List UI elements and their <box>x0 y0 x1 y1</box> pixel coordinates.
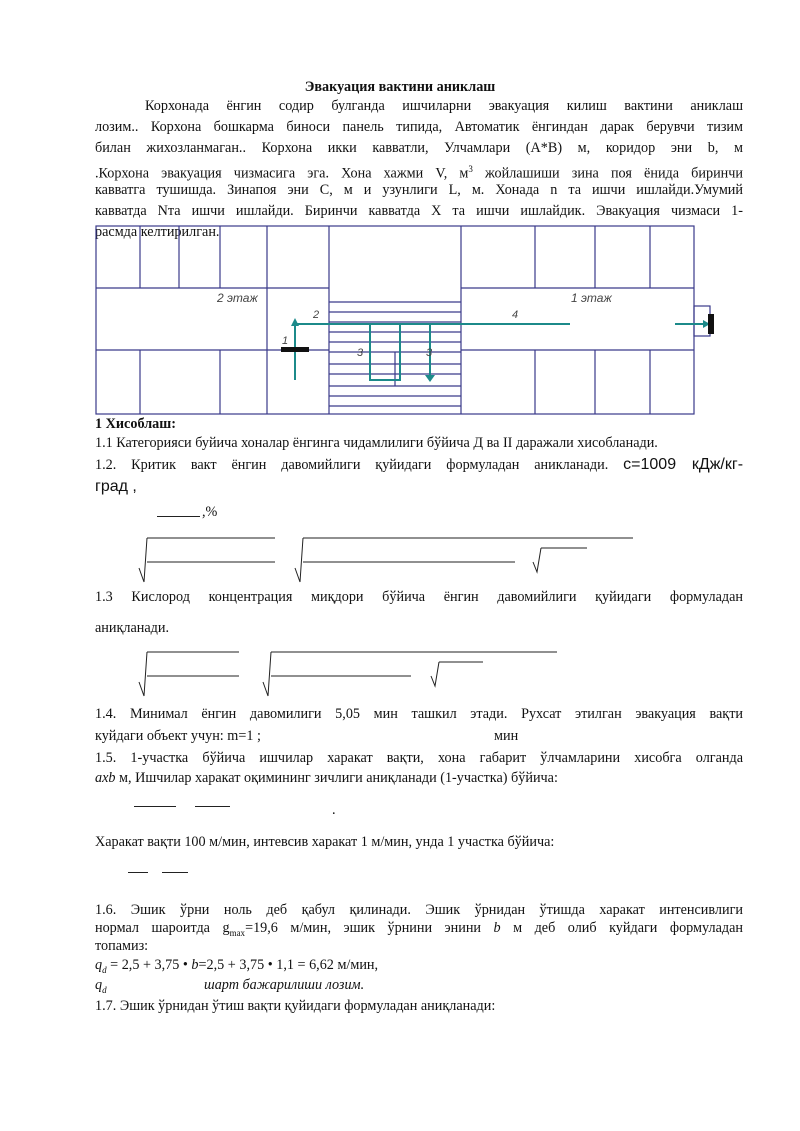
route-label-3b: 3 <box>426 347 433 359</box>
floor1-label: 1 этаж <box>571 291 612 305</box>
percent-unit: ,% <box>202 504 218 520</box>
item-1-5-line1: 1.5. 1-участка бўйича ишчилар харакат вақти, хона габарит ўлчамларини хисобга олганда <box>95 750 743 766</box>
item-1-2-line2: град , <box>95 478 137 495</box>
section-heading: 1 Хисоблаш: <box>95 416 176 432</box>
qd-condition-text: шарт бажарилиши лозим. <box>204 977 365 993</box>
blank-line <box>195 806 230 807</box>
route-label-1: 1 <box>282 335 289 347</box>
blank-line <box>162 872 188 873</box>
floor2-label: 2 этаж <box>217 291 258 305</box>
formula-dot: . <box>332 802 336 818</box>
item-1-6-line3: топамиз: <box>95 938 149 954</box>
item-1-7: 1.7. Эшик ўрнидан ўтиш вақти қуйидаги формуладан аниқланади: <box>95 998 496 1014</box>
item-1-3-line1: 1.3 Кислород концентрация миқдори бўйича ёнгин давомийлиги қуйидаги формуладан <box>95 589 743 605</box>
item-1-3-line2: аниқланади. <box>95 620 169 636</box>
blank-line <box>157 516 200 517</box>
formula-1-2 <box>135 530 645 586</box>
route-label-3a: 3 <box>357 347 364 359</box>
formula-1-3 <box>135 644 565 702</box>
item-1-4-line1: 1.4. Минимал ёнгин давомилиги 5,05 мин ташкил этади. Рухсат этилган эвакуация вақти <box>95 706 743 722</box>
move-time-line: Харакат вақти 100 м/мин, интевсив харакат 1 м/мин, унда 1 участка бўйича: <box>95 834 555 850</box>
route-label-4: 4 <box>512 309 519 321</box>
item-1-5-line2: axb м, Ишчилар харакат оқимининг зичлиги аниқланади (1-участка) бўйича: <box>95 770 558 786</box>
item-1-2-line1: 1.2. Критик вакт ёнгин давомийлиги қуйидаги формуладан аникланади. с=1009 кДж/кг- <box>95 456 744 473</box>
intro-line-5: кавватга тушишда. Зинапоя эни С, м и узунлиги L, м. Хонада n та ишчи ишлайди.Умумий <box>95 182 743 198</box>
item-1-1: 1.1 Категорияси буйича хоналар ёнгинга чидамлилиги бўйича Д ва II даражали хисобланади. <box>95 435 658 451</box>
qd-condition: $q_d$ <box>95 977 107 995</box>
blank-line <box>128 872 148 873</box>
intro-line-3: билан жихозланмаган.. Корхона икки кавватли, Улчамлари (А*В) м, коридор эни b, м <box>95 140 743 156</box>
intro-line-7: расмда келтирилган. <box>95 224 220 240</box>
intro-line-2: лозим.. Корхона бошкарма биноси панель типида, Автоматик ёнгиндан дарак берувчи тизим <box>95 119 743 135</box>
page-title: Эвакуация вактини аниклаш <box>304 79 496 95</box>
item-1-6-line2: нормал шароитда $g_{max}=19,6$ м/мин, эшик ўрнини энини b м деб олиб куйдаги формуладан <box>95 920 743 938</box>
evacuation-diagram <box>95 224 730 416</box>
qd-formula: $q_d = 2,5 + 3,75$ • b=2,5 + 3,75 • 1,1 = 6,62 м/мин, <box>95 957 379 975</box>
blank-line <box>134 806 176 807</box>
item-1-4-unit: мин <box>494 728 519 744</box>
item-1-4-line2: куйдаги объект учун: m=1 ; <box>95 728 261 744</box>
route-label-2: 2 <box>313 309 320 321</box>
intro-line-6: кавватда Nта ишчи ишлайди. Биринчи кавватда Х та ишчи ишлайдик. Эвакуация чизмаси 1- <box>95 203 743 219</box>
intro-line-4: .Корхона эвакуация чизмасига эга. Хона хажми V, $м^3$ жойлашиши зина поя ёнида биринчи <box>95 164 744 182</box>
item-1-6-line1: 1.6. Эшик ўрни ноль деб қабул қилинади. Эшик ўрнидан ўтишда харакат интенсивлиги <box>95 902 743 918</box>
intro-line-1: Корхонада ёнгин содир булганда ишчиларни эвакуация килиш вактини аниклаш <box>145 98 743 114</box>
